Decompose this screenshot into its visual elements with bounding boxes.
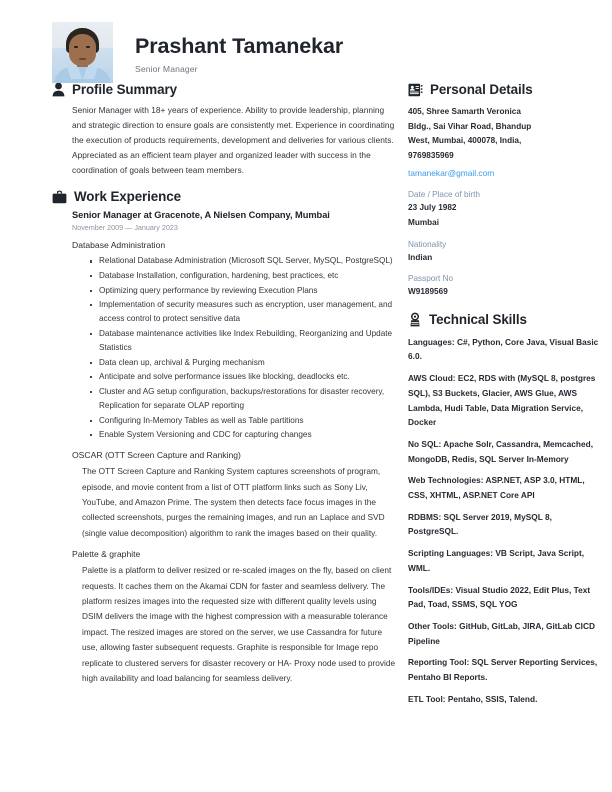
address-line: West, Mumbai, 400078, India, — [408, 136, 522, 146]
id-card-icon — [408, 83, 423, 97]
project-block — [52, 549, 400, 686]
skill-group: ETL Tool: Pentaho, SSIS, Talend. — [408, 693, 538, 704]
skill-group: Reporting Tool: SQL Server Reporting Services, Pentaho BI Reports. — [408, 657, 598, 683]
personal-details-heading — [408, 82, 602, 97]
resume-body — [0, 82, 612, 718]
project-block — [52, 240, 400, 442]
list-item: Database maintenance activities like Index Rebuilding, Reorganizing and Update Statistics — [90, 327, 400, 355]
section-work-experience — [52, 189, 400, 686]
personal-details-title: Personal Details — [430, 82, 533, 97]
project-description: The OTT Screen Capture and Ranking System captures screenshots of program, episode, and movie content from a list of OTT platform links such as Sony Liv, YouTube, and Amazon Prime. The system then detects face focus images in the collected screenshots, purges the remaining images, and run an Laplace and SVD (single value decomposition) algorithm to rank the images based on their quality. — [82, 466, 385, 538]
technical-skills-title: Technical Skills — [429, 311, 527, 327]
section-personal-details — [408, 82, 602, 300]
email-link[interactable]: tamanekar@gmail.com — [408, 168, 495, 179]
field-value-passport: W9189569 — [408, 287, 448, 297]
field-label-dob: Date / Place of birth — [408, 190, 480, 200]
work-experience-title: Work Experience — [74, 189, 181, 205]
profile-summary-heading — [52, 82, 400, 97]
name-block — [113, 30, 343, 74]
project-block — [52, 450, 400, 541]
field-value-place-of-birth: Mumbai — [408, 217, 440, 227]
skill-group: Tools/IDEs: Visual Studio 2022, Edit Plus, Text Pad, Toad, SSMS, SQL YOG — [408, 584, 591, 610]
gear-icon — [408, 312, 422, 327]
job-title: Senior Manager at Gracenote, A Nielsen Company, Mumbai — [72, 210, 330, 221]
project-name: Database Administration — [72, 240, 166, 251]
list-item: Configuring In-Memory Tables as well as Table partitions — [90, 414, 400, 428]
left-column — [52, 82, 400, 718]
address-line: 405, Shree Samarth Veronica — [408, 107, 521, 116]
list-item: Cluster and AG setup configuration, backups/restorations for disaster recovery, Replication for separate OLAP reporting — [90, 385, 400, 413]
work-experience-heading — [52, 189, 400, 204]
candidate-name: Prashant Tamanekar — [135, 34, 344, 59]
project-name: OSCAR (OTT Screen Capture and Ranking) — [72, 450, 241, 461]
right-column — [400, 82, 602, 718]
avatar — [52, 22, 113, 83]
list-item: Database Installation, configuration, hardening, best practices, etc — [90, 269, 400, 283]
resume-header — [0, 0, 612, 82]
list-item: Enable System Versioning and CDC for capturing changes — [90, 428, 400, 442]
phone-number: 9769835969 — [408, 150, 454, 160]
list-item: Anticipate and solve performance issues like blocking, deadlocks etc. — [90, 370, 400, 384]
section-profile-summary — [52, 82, 400, 178]
field-label-nationality: Nationality — [408, 239, 447, 249]
skill-group: Scripting Languages: VB Script, Java Script, WML. — [408, 548, 585, 573]
field-label-passport: Passport No — [408, 274, 454, 284]
list-item: Implementation of security measures such as encryption, user management, and access control to protect sensitive data — [90, 298, 400, 326]
skill-group: No SQL: Apache Solr, Cassandra, Memcached, MongoDB, Redis, SQL Server In-Memory — [408, 438, 594, 464]
list-item: Data clean up, archival & Purging mechanism — [90, 356, 400, 370]
list-item: Relational Database Administration (Microsoft SQL Server, MySQL, PostgreSQL) — [90, 254, 400, 268]
skill-group: RDBMS: SQL Server 2019, MySQL 8, PostgreSQL. — [408, 511, 552, 537]
project-description: Palette is a platform to deliver resized or re-scaled images on the fly, based on client requests. It caches them on the Akamai CDN for faster and seamless delivery. The platform resizes images into the requested size with different quality levels using DSIM delivers the image with the highest compression with a measurable tolerance impact. The resized images are stored on the server, we use Cassandra for future use, allowing faster subsequent requests. Graphite is responsible for Image repo replicate to clustered servers for disaster recovery or HA- Proxy node used to provide high availability and load balancing for seamless delivery. — [82, 565, 396, 684]
skill-group: Web Technologies: ASP.NET, ASP 3.0, HTML, CSS, XHTML, ASP.NET Core API — [408, 475, 585, 501]
profile-summary-title: Profile Summary — [72, 82, 177, 97]
skill-group: Other Tools: GitHub, GitLab, JIRA, GitLab CICD Pipeline — [408, 621, 595, 646]
candidate-role: Senior Manager — [135, 63, 198, 74]
job-dates: November 2009 — January 2023 — [72, 223, 178, 233]
skill-group: Languages: C#, Python, Core Java, Visual Basic 6.0. — [408, 336, 599, 362]
technical-skills-heading — [408, 312, 602, 327]
briefcase-icon — [52, 190, 67, 204]
person-icon — [52, 82, 65, 97]
profile-summary-text: Senior Manager with 18+ years of experience. Ability to provide leadership, planning and strategic direction to ensure goals are consistently met. Experience in coordinating the execution of products requirements, development and deliveries for various clients. Appreciated as an efficient team player and organized leader with success in the coordination of goals between team members. — [72, 105, 395, 176]
field-value-nationality: Indian — [408, 252, 433, 262]
section-technical-skills — [408, 312, 602, 707]
list-item: Optimizing query performance by reviewing Execution Plans — [90, 284, 400, 298]
field-value-dob: 23 July 1982 — [408, 203, 457, 213]
project-bullet-list — [52, 254, 400, 442]
skill-group: AWS Cloud: EC2, RDS with (MySQL 8, postgres SQL), S3 Buckets, Glacier, AWS Glue, AWS Lambda, Hudi Table, Data Migration Service, Docker — [408, 373, 596, 428]
project-name: Palette & graphite — [72, 549, 141, 560]
address-line: Bldg., Sai Vihar Road, Bhandup — [408, 121, 532, 131]
